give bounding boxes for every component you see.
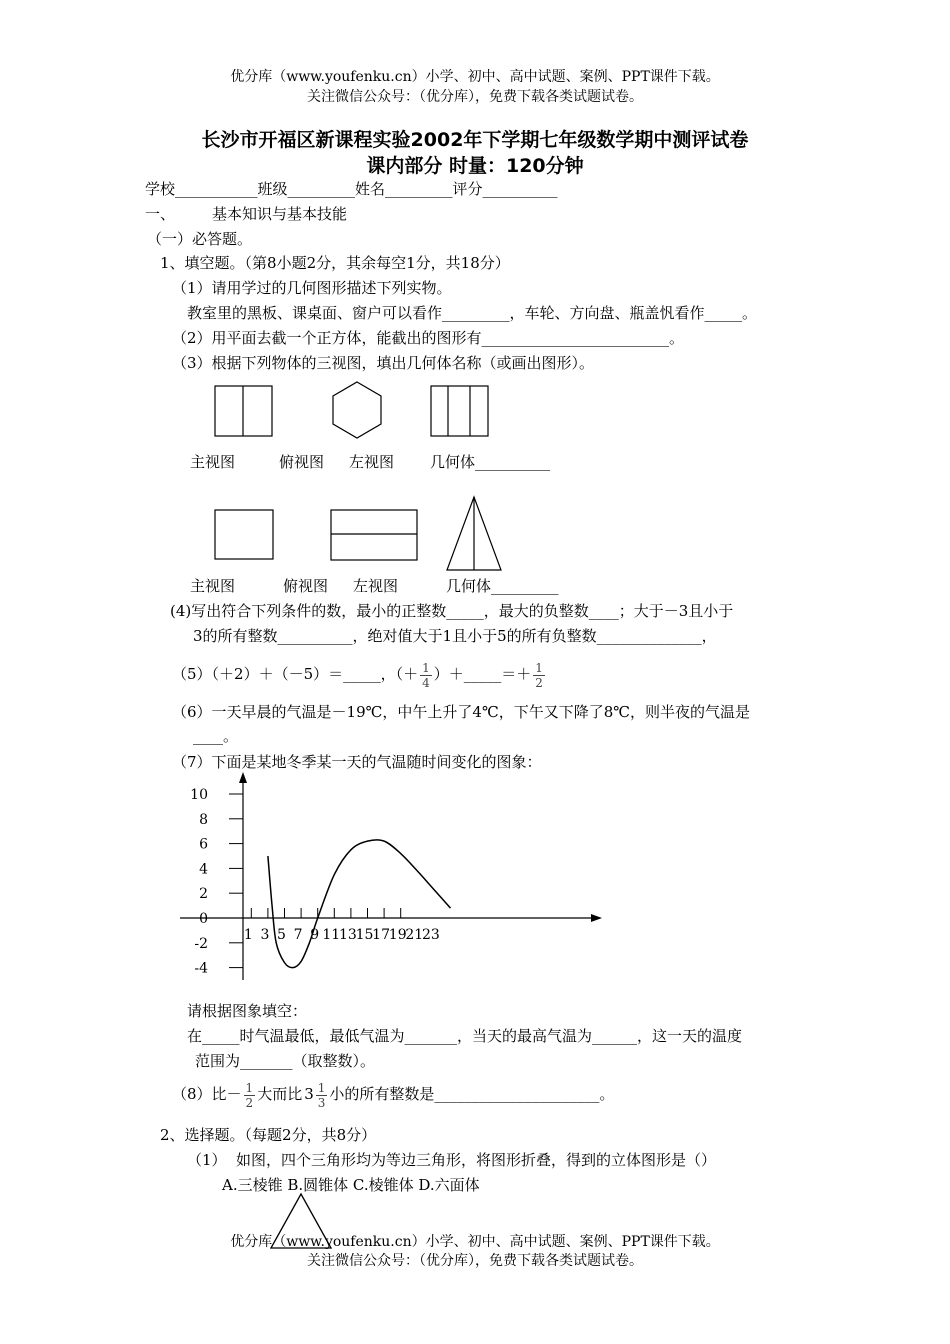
y-tick-label: 0 — [199, 911, 208, 927]
fraction-one-quarter: $\frac{1}{4}$ — [422, 660, 430, 690]
equilateral-triangle-figure — [268, 1192, 334, 1252]
q2-1-number: （1） — [187, 1151, 227, 1169]
y-tick-label: 4 — [199, 861, 208, 878]
x-tick-label: 19 — [388, 927, 407, 943]
q1-5-line — [172, 654, 547, 694]
q1-7-prompt: （7）下面是某地冬季某一天的气温随时间变化的图象： — [172, 753, 542, 771]
label-front-view: 主视图 — [190, 453, 236, 471]
part-label: （一）必答题。 — [147, 230, 253, 248]
q1-2-prompt: （2）用平面去截一个正方体，能截出的图形有_________________________。 — [172, 329, 685, 347]
q1-heading: 1、填空题。（第8小题2分，其余每空1分，共18分） — [160, 254, 510, 272]
chart-axes — [180, 772, 602, 980]
q1-4-line-2: 3的所有整数__________，绝对值大于1且小于5的所有负整数______________， — [193, 627, 717, 645]
y-tick-label: 10 — [190, 787, 208, 803]
exam-subtitle: 课内部分 时量：120分钟 — [366, 155, 584, 177]
q2-heading: 2、选择题。（每题2分，共8分） — [160, 1126, 377, 1144]
three-views-row-2 — [210, 494, 510, 574]
q1-1-blanks: 教室里的黑板、课桌面、窗户可以看作_________，车轮、方向盘、瓶盖忛看作_____。 — [187, 304, 758, 322]
y-tick-label: 2 — [199, 886, 208, 903]
footer-line-1: 优分库（www.youfenku.cn）小学、初中、高中试题、案例、PPT课件下载。 — [230, 1234, 720, 1250]
exam-title: 长沙市开福区新课程实验2002年下学期七年级数学期中测评试卷 — [201, 129, 749, 151]
q1-7-fill-line-2: 范围为_______（取整数）。 — [195, 1052, 376, 1070]
chart-x-tick-labels — [244, 927, 440, 943]
student-info-line: 学校___________班级_________姓名_________评分__________ — [145, 180, 558, 198]
q1-8-text-a: （8）比－ — [172, 1085, 242, 1103]
x-tick-label: 11 — [322, 927, 341, 943]
x-tick-label: 21 — [405, 927, 424, 943]
q1-6-line-1: （6）一天早晨的气温是－19℃，中午上升了4℃，下午又下降了8℃，则半夜的气温是 — [172, 703, 751, 721]
q1-5-text-a: （5）（＋2）＋（－5）＝_____，（＋ — [172, 665, 419, 683]
x-axis-arrow — [591, 914, 602, 922]
fraction-one-half: $\frac{1}{2}$ — [535, 660, 543, 690]
q1-4-line-1: (4)写出符合下列条件的数，最小的正整数_____，最大的负整数____；大于－3且小于 — [170, 602, 734, 620]
q1-7-fill-line-1: 在_____时气温最低，最低气温为_______，当天的最高气温为______，这一天的温度 — [187, 1027, 743, 1045]
q1-8-text-b: 大而比 — [257, 1085, 303, 1103]
x-tick-label: 15 — [355, 927, 374, 943]
label-top-view: 俯视图 — [279, 453, 325, 471]
header-line-2: 关注微信公众号：（优分库），免费下载各类试题试卷。 — [307, 89, 643, 105]
section-number: 一、 — [145, 205, 176, 223]
x-tick-label: 13 — [338, 927, 357, 943]
y-tick-label: -2 — [194, 935, 208, 952]
q2-1-options: A.三棱锥 B.圆锥体 C.棱锥体 D.六面体 — [222, 1176, 480, 1194]
q1-7-fill-intro: 请根据图象填空： — [187, 1002, 308, 1020]
x-tick-label: 3 — [260, 927, 270, 943]
y-tick-label: -4 — [194, 960, 208, 977]
three-views-row-1 — [210, 380, 500, 442]
y-tick-label: 8 — [199, 811, 208, 828]
fraction-one-half: $\frac{1}{2}$ — [245, 1080, 254, 1110]
q1-6-line-2: ____。 — [193, 727, 239, 745]
label-top-view: 俯视图 — [283, 577, 329, 595]
label-solid-blank: 几何体_________ — [446, 577, 559, 595]
section-title: 基本知识与基本技能 — [212, 205, 348, 223]
y-tick-label: 6 — [199, 836, 208, 853]
front-view-rect — [215, 510, 273, 559]
x-tick-label: 7 — [293, 927, 303, 943]
q2-1-prompt: 如图，四个三角形均为等边三角形，将图形折叠，得到的立体图形是（） — [236, 1151, 717, 1169]
x-tick-label: 17 — [372, 927, 391, 943]
chart-y-tick-labels — [190, 787, 208, 977]
left-view-rect — [431, 386, 488, 436]
fraction-one-third: $\frac{1}{3}$ — [317, 1080, 326, 1110]
temperature-curve — [268, 840, 451, 968]
x-tick-label: 23 — [421, 927, 440, 943]
x-tick-label: 1 — [243, 927, 253, 943]
top-view-rect — [331, 510, 417, 560]
q1-8-text-c: 小的所有整数是______________________。 — [329, 1085, 615, 1103]
mixed-number-whole: 3 — [304, 1085, 314, 1103]
label-solid-blank: 几何体__________ — [430, 453, 551, 471]
header-line-1: 优分库（www.youfenku.cn）小学、初中、高中试题、案例、PPT课件下载。 — [230, 69, 720, 85]
q1-5-text-b: ）＋_____＝＋ — [433, 665, 532, 683]
label-front-view: 主视图 — [190, 577, 236, 595]
q1-3-prompt: （3）根据下列物体的三视图，填出几何体名称（或画出图形）。 — [172, 354, 595, 372]
q1-1-prompt: （1）请用学过的几何图形描述下列实物。 — [172, 279, 452, 297]
footer-line-2: 关注微信公众号：（优分库），免费下载各类试题试卷。 — [307, 1253, 643, 1269]
label-left-view: 左视图 — [353, 577, 399, 595]
temperature-chart — [170, 770, 620, 1000]
top-view-hexagon — [333, 382, 381, 438]
y-axis-arrow — [239, 772, 247, 783]
q1-8-line — [172, 1074, 614, 1114]
label-left-view: 左视图 — [349, 453, 395, 471]
x-tick-label: 5 — [277, 927, 286, 943]
x-tick-label: 9 — [310, 927, 320, 943]
